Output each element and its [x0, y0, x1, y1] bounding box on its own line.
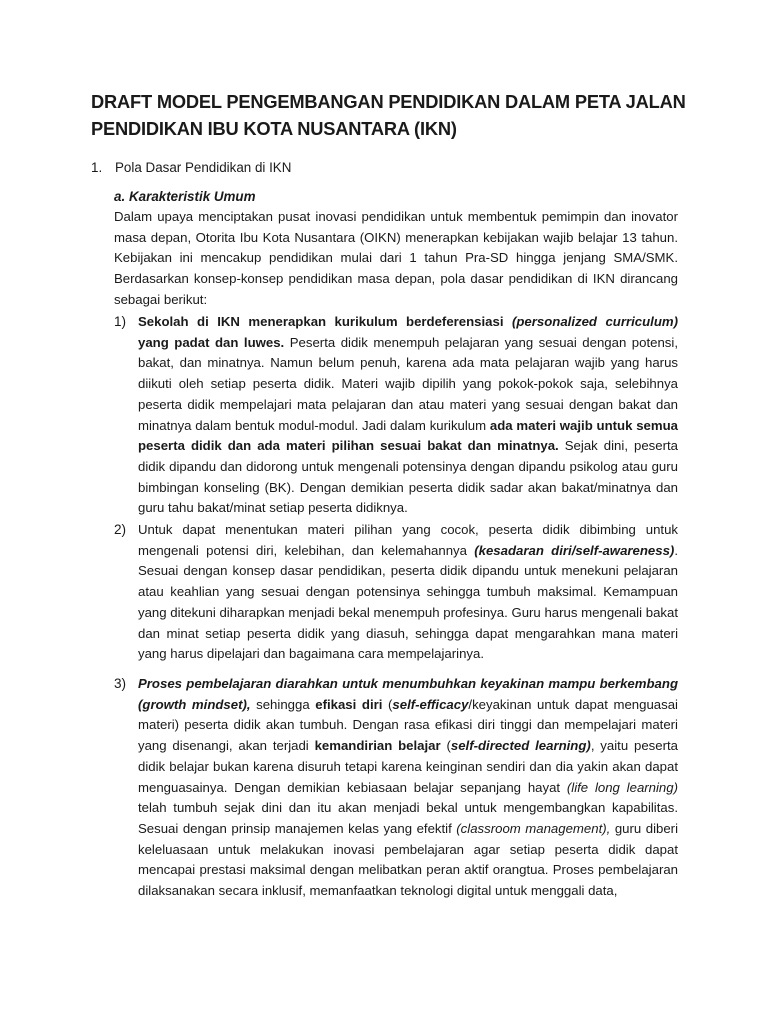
intro-paragraph: Dalam upaya menciptakan pusat inovasi pendidikan untuk membentuk pemimpin dan inovator masa depan, Otorita Ibu Kota Nusantara (OIKN) menerapkan kebijakan wajib belajar 13 tahun. Kebijakan ini mencakup pendidikan mulai dari 1 tahun Pra-SD hingga jenjang SMA/SMK. Berdasarkan konsep-konsep pendidikan masa depan, pola dasar pendidikan di IKN dirancang sebagai berikut:	[114, 209, 678, 307]
text-bold-italic: self-efficacy	[392, 696, 469, 712]
text-bold: efikasi diri	[315, 696, 383, 712]
text-bold: ada materi wajib untuk semua peserta didik dan ada materi pilihan sesuai bakat dan minatnya.	[138, 417, 678, 454]
text-regular: (	[382, 696, 393, 712]
text-regular: telah tumbuh sejak dini dan itu akan menjadi bekal untuk mengembangkan kapabilitas. Sesuai dengan prinsip manajemen kelas yang efektif	[138, 800, 678, 836]
document-title: DRAFT MODEL PENGEMBANGAN PENDIDIKAN DALAM PETA JALAN PENDIDIKAN IBU KOTA NUSANTARA (IKN)	[91, 91, 686, 139]
text-regular: Untuk dapat menentukan materi pilihan yang cocok, peserta didik dibimbing untuk mengenali potensi diri, kelebihan, dan kelemahannya	[138, 522, 678, 558]
list-item	[114, 312, 678, 519]
list-item-marker: 1)	[114, 314, 127, 329]
list-item-marker: 2)	[114, 522, 127, 537]
subsection-heading	[114, 187, 514, 207]
text-italic: (classroom management),	[456, 820, 611, 836]
list-item-body	[138, 312, 678, 519]
text-regular: (	[440, 738, 451, 754]
section-title: Pola Dasar Pendidikan di IKN	[115, 160, 292, 175]
text-regular: Peserta didik menempuh pelajaran yang sesuai dengan potensi, bakat, dan minatnya. Namun belum penuh, karena ada mata pelajaran wajib yang harus diikuti oleh setiap peserta didik. Materi wajib dipilih yang pokok-pokok saja, selebihnya peserta didik mempelajari mata pelajaran dan atau materi yang sesuai dengan bakat dan minatnya dalam bentuk modul-modul. Jadi dalam kurikulum	[138, 334, 678, 433]
text-regular: /keyakinan untuk dapat menguasai materi) peserta didik akan tumbuh. Dengan rasa efikasi diri tinggi dan mempelajari materi yang disenangi, akan terjadi	[138, 696, 678, 754]
text-regular: . Sesuai dengan konsep dasar pendidikan, peserta didik dipandu untuk menekuni pelajaran atau keahlian yang sesuai dengan potensinya sehingga tumbuh maksimal. Kemampuan yang ditekuni diharapkan menjadi bekal menempuh profesinya. Guru harus mengenali bakat dan minat setiap peserta didik yang diasuh, sehingga dapat mengarahkan mana materi yang harus dipelajari dan bagaimana cara mempelajarinya.	[138, 542, 678, 662]
text-bold: kemandirian belajar	[314, 738, 441, 754]
text-regular: guru diberi keleluasaan untuk melakukan inovasi pembelajaran agar setiap peserta didik dapat mencapai prestasi maksimal dengan melibatkan peran aktif orangtua. Proses pembelajaran dilaksanakan secara inklusif, memanfaatkan teknologi digital untuk menggali data,	[138, 820, 678, 899]
text-bold-italic: (kesadaran diri/self-awareness)	[474, 542, 675, 558]
text-italic: (life long learning)	[566, 779, 678, 795]
list-item	[114, 674, 678, 902]
text-regular: Sejak dini, peserta didik dipandu dan didorong untuk mengenali potensinya dengan dipandu psikolog atau guru bimbingan konseling (BK). Dengan demikian peserta didik sadar akan bakat/minatnya dan guru tahu bakat/minat setiap peserta didiknya.	[138, 438, 678, 516]
section-heading	[91, 158, 491, 178]
list-item-body	[138, 674, 678, 902]
section-number: 1.	[91, 160, 103, 175]
text-regular: sehingga	[250, 696, 316, 712]
text-regular: , yaitu peserta didik belajar bukan karena disuruh tetapi karena keinginan sendiri dan dia yakin akan dapat menguasainya. Dengan demikian kebiasaan belajar sepanjang hayat	[138, 738, 678, 795]
list-item-marker: 3)	[114, 676, 127, 691]
text-bold-italic: Proses pembelajaran diarahkan untuk menumbuhkan keyakinan mampu berkembang (growth mindset),	[138, 676, 678, 712]
text-bold: Sekolah di IKN menerapkan kurikulum berdeferensiasi	[138, 314, 512, 329]
subsection-letter: a.	[114, 189, 126, 204]
text-bold: yang padat dan luwes.	[138, 334, 285, 350]
subsection-title: Karakteristik Umum	[129, 189, 256, 204]
list-item-body	[138, 520, 678, 665]
list-item	[114, 520, 678, 665]
text-bold-italic: (personalized curriculum)	[511, 314, 678, 329]
text-bold-italic: self-directed learning)	[450, 738, 591, 754]
